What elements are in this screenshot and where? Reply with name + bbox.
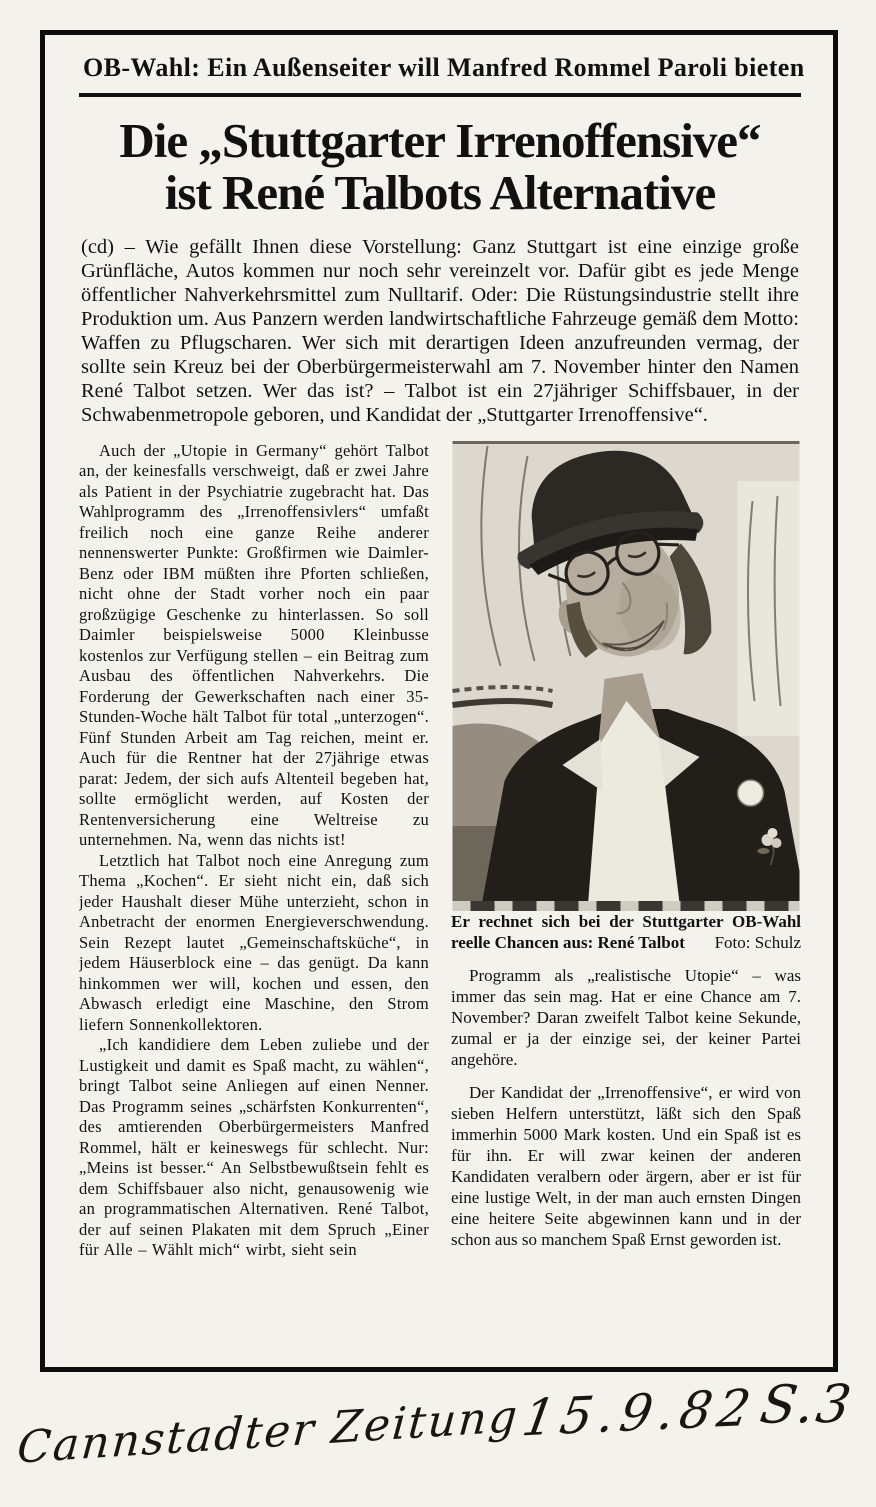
kicker-headline: OB-Wahl: Ein Außenseiter will Manfred Rommel Paroli bieten [79,47,801,97]
article-columns [79,441,801,1373]
headline-line-1: Die „Stuttgarter Irrenoffensive“ [119,113,761,168]
body-paragraph: Programm als „realistische Utopie“ – was immer das sein mag. Hat er eine Chance am 7. November? Daran zweifelt Talbot keine Sekunde, zumal er ja der einzige sei, der keiner Partei angehöre. [451,965,801,1069]
headline-line-2: ist René Talbots Alternative [164,164,716,220]
body-paragraph: „Ich kandidiere dem Leben zuliebe und der Lustigkeit und damit es Spaß macht, zu wählen“, bringt Talbot seine Anliegen auf einen Nenner. Das Programm seines „schärfsten Konkurrenten“, des amtierenden Oberbürgermeisters Manfred Rommel, hält er keineswegs für schlecht. Nur: „Meins ist besser.“ An Selbstbewußtsein fehlt es dem Schiffsbauer also nicht, genausowenig wie an programmatischen Alternativen. René Talbot, der auf seinen Plakaten mit dem Spruch „Einer für Alle – Wählt mich“ wirbt, sieht sein [79,1035,429,1260]
portrait-photo [451,441,801,911]
photo-top-edge [453,441,800,444]
lapel-badge [738,780,764,806]
handwritten-date: 15.9.82 [518,1378,761,1448]
handwritten-source: Cannstadter Zeitung [15,1390,521,1474]
lead-paragraph: (cd) – Wie gefällt Ihnen diese Vorstellung: Ganz Stuttgart ist eine einzige große Grünfläche, Autos kommen nur noch sehr vereinzelt vor. Dafür gibt es jede Menge öffentlicher Nahverkehrsmittel zum Nulltarif. Oder: Die Rüstungsindustrie stellt ihre Produktion um. Aus Panzern werden landwirtschaftliche Fahrzeuge gemäß dem Motto: Waffen zu Pflugscharen. Wer sich mit derartigen Ideen anzufreunden vermag, der sollte sein Kreuz bei der Oberbürgermeisterwahl am 7. November hinter den Namen René Talbot setzen. Wer das ist? – Talbot ist ein 27jähriger Schiffsbauer, in der Schwabenmetropole geboren, und Kandidat der „Stuttgarter Irrenoffensive“. [81,235,799,426]
canopy-panel [738,481,800,736]
photo-caption [451,911,801,953]
body-paragraph: Letztlich hat Talbot noch eine Anregung zum Thema „Kochen“. Er sieht nicht ein, daß sich jeder Haushalt dieser Mühe unterzieht, schon in Anbetracht der enormen Energieverschwendung. Sein Rezept lautet „Gemeinschaftsküche“, in jedem Häuserblock eine – das genügt. Da kann hinkommen wer will, kochen und essen, den Abwasch erledigt eine Maschine, den Strom liefern Sonnenkollektoren. [79,850,429,1034]
main-headline [79,115,801,219]
handwritten-page: S.3 [755,1374,858,1436]
body-paragraph: Der Kandidat der „Irrenoffensive“, er wird von sieben Helfern unterstützt, läßt sich den Spaß immerhin 5000 Mark kosten. Und ein Spaß ist es für ihn. Er will zwar keinen der anderen Kandidaten veralbern oder ärgern, aber er ist für eine lustige Welt, in der man auch ernsten Dingen eine heitere Seite abgewinnen kann und in der schon aus so manchem Spaß Ernst geworden ist. [451,1082,801,1249]
caption-text: Er rechnet sich bei der Stuttgarter OB-Wahl reelle Chancen aus: René Talbot [451,911,801,952]
right-column [451,441,801,1373]
handwritten-note [16,1373,865,1507]
body-paragraph: Auch der „Utopie in Germany“ gehört Talbot an, der keinesfalls verschweigt, daß er zwei Jahre als Patient in der Psychiatrie zugebracht hat. Das Wahlprogramm des „Irrenoffensivlers“ umfaßt freilich noch eine ganze Reihe anderer nennenswerter Punkte: Großfirmen wie Daimler-Benz oder IBM müßten ihre Pforten schließen, nicht ohne der Stadt vorher noch ein paar großzügige Geschenke zu hinterlassen. So soll Daimler beispielsweise 5000 Kleinbusse kostenlos zur Verfügung stellen – ein Beitrag zum Ausbau des öffentlichen Nahverkehrs. Die Forderung der Gewerkschaften nach einer 35-Stunden-Woche hält Talbot für total „unterzogen“. Fünf Stunden Arbeit am Tag reichen, meint er. Auch für die Rentner hat der 27jährige etwas parat: Jedem, der sich aufs Altenteil begeben hat, sollte ermöglicht werden, auf Kosten der Rentenversicherung eine Weltreise zu unternehmen. Na, wenn das nichts ist! [79,440,429,850]
article-frame [40,30,838,1372]
photo-credit: Foto: Schulz [714,932,801,952]
left-column [79,441,429,1373]
